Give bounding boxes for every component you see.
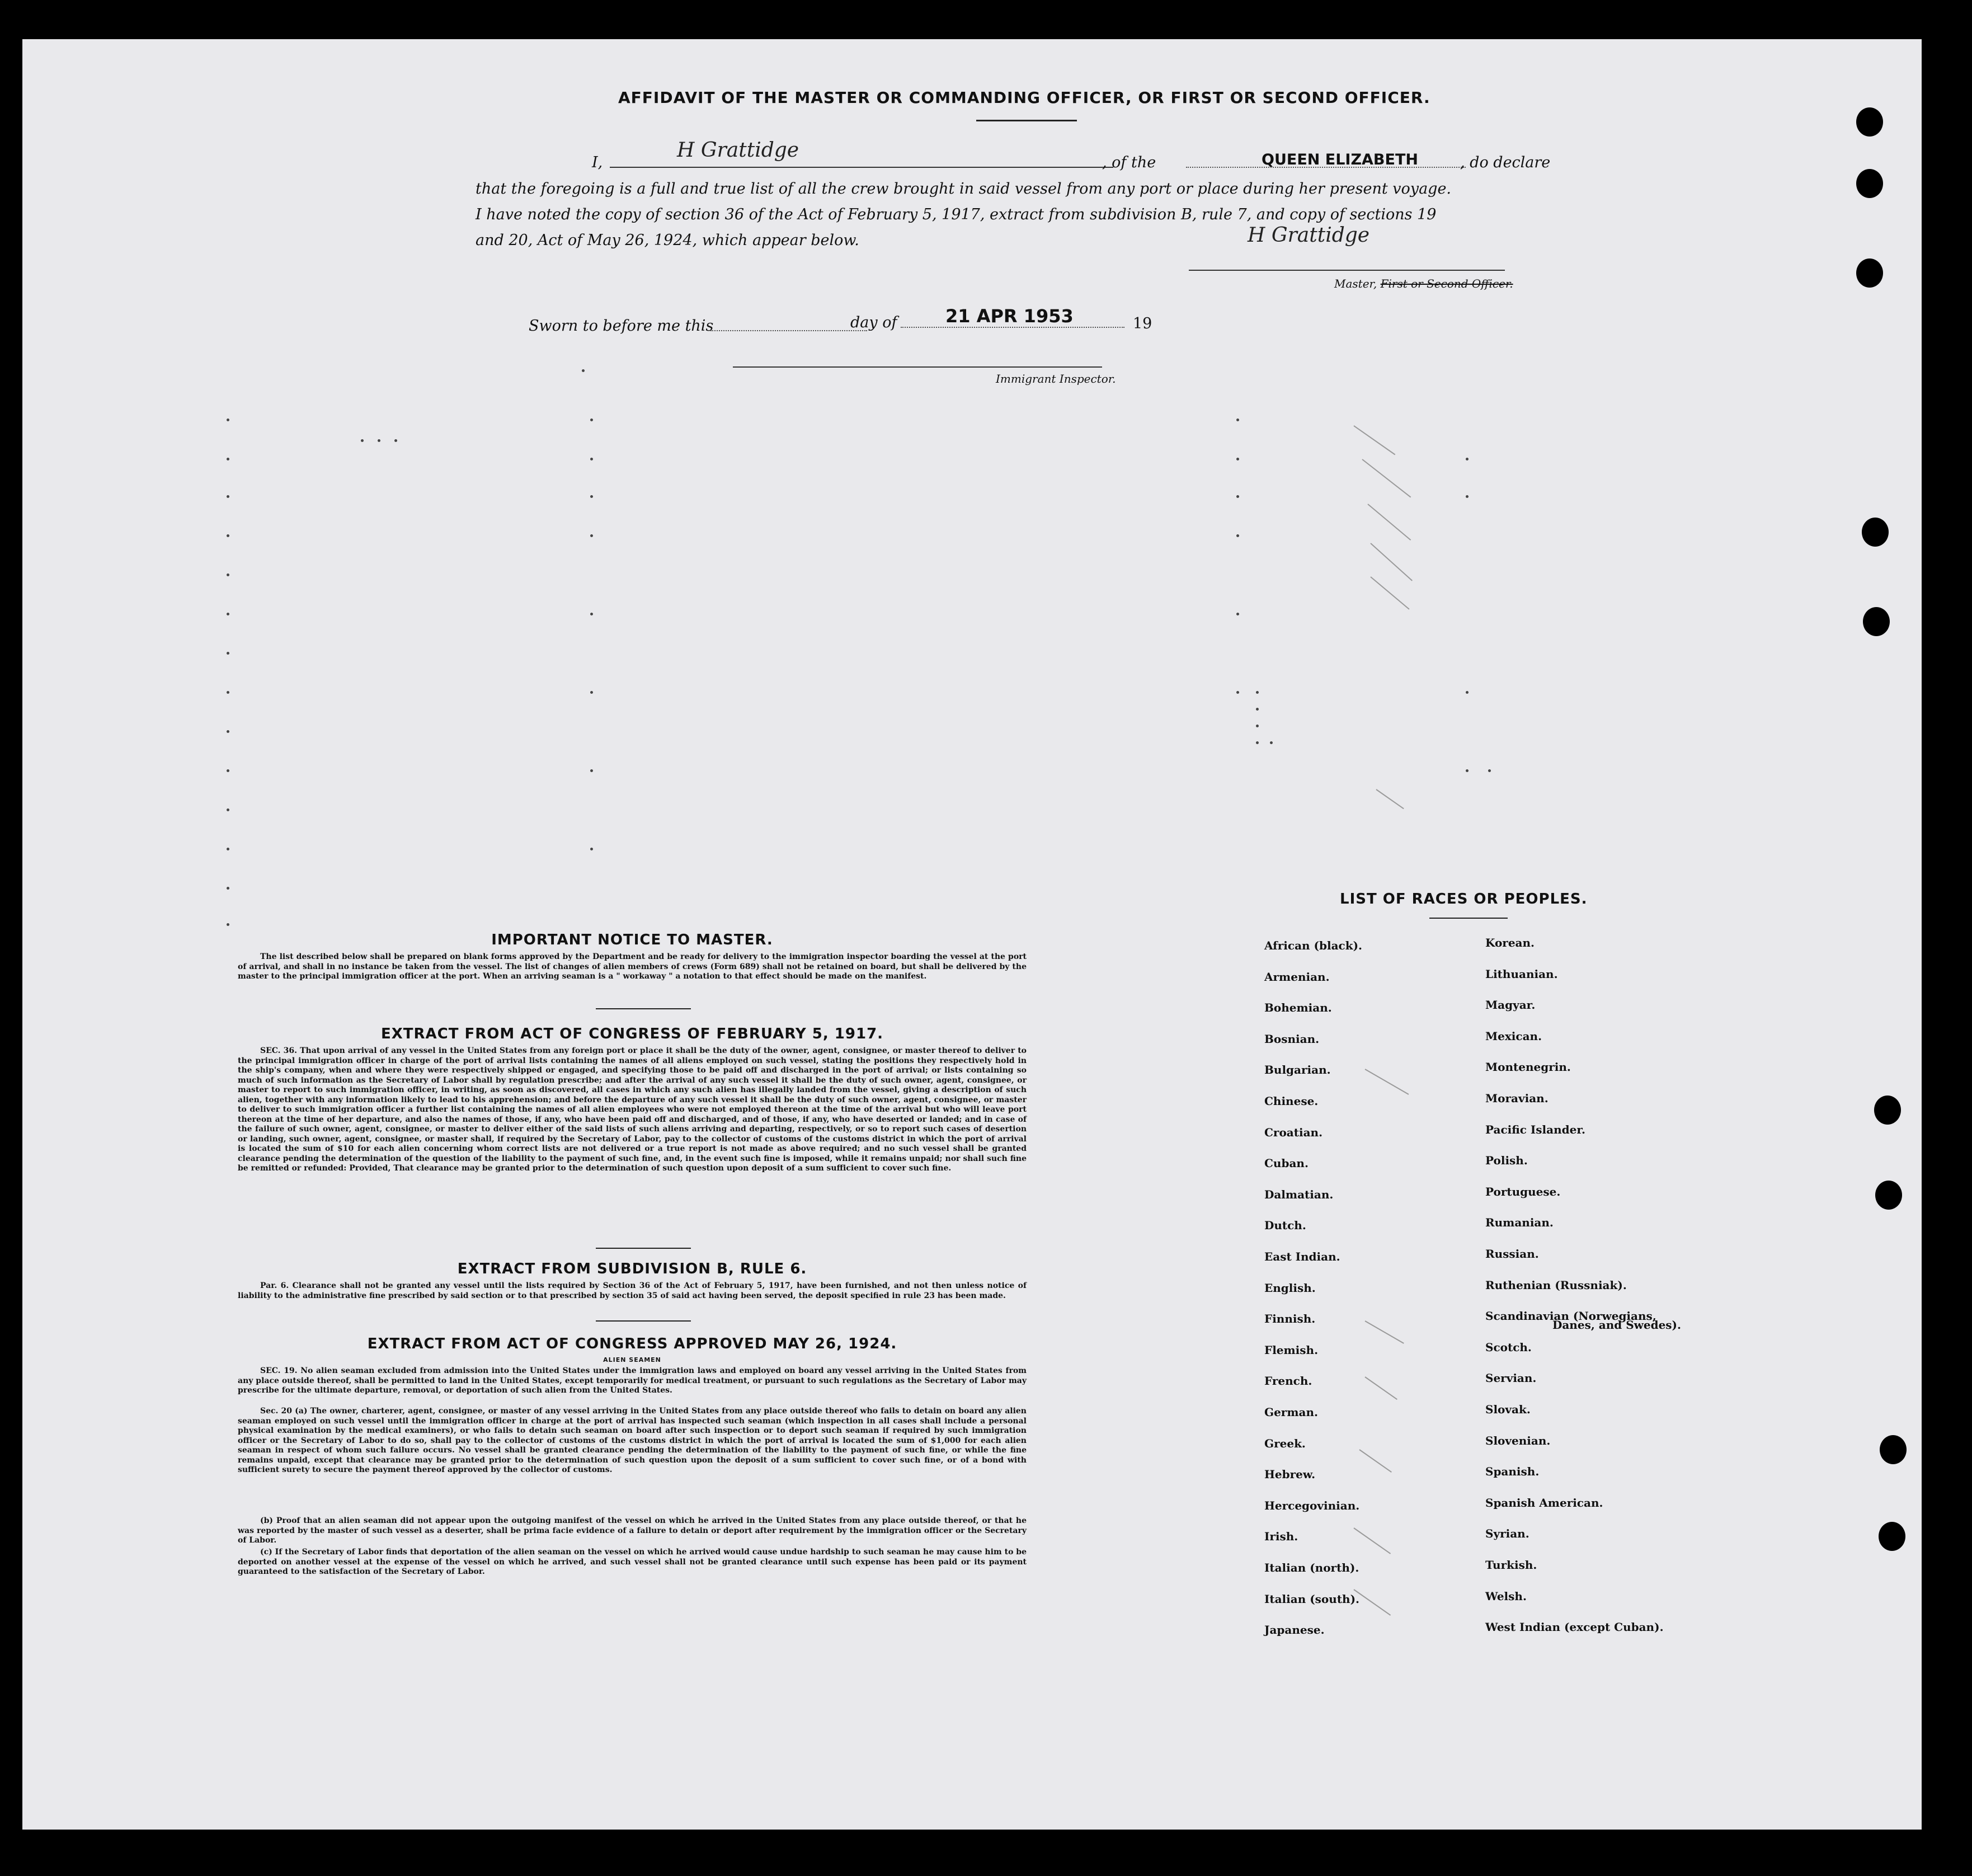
master-signature-line [1189, 270, 1505, 271]
race-left-item: Japanese. [1264, 1623, 1325, 1637]
extract-1924-sec20c: (c) If the Secretary of Labor finds that deportation of the alien seaman on the vessel on which he arrived would cause undue hardship to such seaman he may cause him to be deported on another vessel at the expense of the vessel on which he arrived, and such vessel shall not be granted clearance until such expense has been paid or its payment guaranteed to the satisfaction of the Secretary of Labor. [238, 1548, 1027, 1576]
race-right-item: Servian. [1485, 1371, 1537, 1385]
race-left-item: African (black). [1264, 939, 1363, 952]
master-caption [1334, 277, 1513, 290]
sworn-label: Sworn to before me this [529, 317, 714, 335]
inspector-signature-line [733, 366, 1102, 368]
extract-rule6-text: Par. 6. Clearance shall not be granted any vessel until the lists required by Section 36 of the Act of February 5, 1917, have been furnished, and not then unless notice of liability to the administrative fine prescribed by said section or to that prescribed by section 35 of said act having been served, the deposit specified in rule 23 has been made. [238, 1281, 1027, 1300]
race-left-item: Dutch. [1264, 1219, 1306, 1233]
extract-1924-subtitle: ALIEN SEAMEN [603, 1356, 661, 1363]
extract-1924-sec20a: Sec. 20 (a) The owner, charterer, agent, consignee, or master of any vessel arriving in the United States from any place outside thereof who fails to detain on board any alien seaman employed on such vessel until the immigration officer in charge at the port of arrival has inspected such seaman (which inspection in all cases shall include a personal physical examination by the medical examiners), or who fails to detain such seaman on board after such inspection or to deport such seaman if required by such immigration officer or the Secretary of Labor to do so, shall pay to the collector of customs of the customs district in which the port of arrival is located the sum of $1,000 for each alien seaman in respect of whom such failure occurs. No vessel shall be granted clearance pending the determination of the liability to the payment of such fine, or while the fine remains unpaid, except that clearance may be granted prior to the determination of such question upon the deposit of a sum sufficient to cover such fine, or of a bond with sufficient surety to secure the payment thereof approved by the collector of customs. [238, 1407, 1027, 1474]
race-right-item: Slovenian. [1485, 1433, 1551, 1447]
extract-1917-rule [596, 1248, 691, 1249]
declaration-line-2: that the foregoing is a full and true list of all the crew brought in said vessel from any port or place during her present voyage. [476, 180, 1452, 198]
notice-text: The list described below shall be prepared on blank forms approved by the Department and be ready for delivery to the immigration inspector boarding the vessel at the port of arrival, and shall in no instance be taken from the vessel. The list of changes of alien members of crews (Form 689) shall not be retained on board, but shall be delivered by the master to the principal immigration officer at the port. When an arriving seaman is a " workaway " a notation to that effect should be made on the manifest. [238, 952, 1027, 981]
race-right-item: Moravian. [1485, 1092, 1549, 1105]
race-right-item: Magyar. [1485, 998, 1536, 1012]
extract-1917-title: EXTRACT FROM ACT OF CONGRESS OF FEBRUARY 5, 1917. [380, 1026, 884, 1042]
extract-1917-text: SEC. 36. That upon arrival of any vessel in the United States from any foreign port or place it shall be the duty of the owner, agent, consignee, or master thereof to deliver to the principal immigration officer in charge of the port of arrival lists containing the names of all aliens employed on such vessel, stating the positions they respectively hold in the ship's company, when and where they were respectively shipped or engaged, and specifying those to be paid off and discharged in the port of arrival; or lists containing so much of such information as the Secretary of Labor shall by regulation prescribe; and after the arrival of any such vessel it shall be the duty of such owner, agent, consignee, or master to report to such immigration officer, in writing, as soon as discovered, all cases in which any such alien has illegally landed from the vessel, giving a description of such alien, together with any information likely to lead to his apprehension; and before the departure of any such vessel it shall be the duty of such owner, agent, consignee, or master to deliver to such immigration officer a further list containing the names of all alien employees who were not employed thereon at the time of the arrival but who will leave port thereon at the time of her departure, and also the names of those, if any, who have been paid off and discharged, and of those, if any, who have deserted or landed; and in case of the failure of such owner, agent, consignee, or master to deliver either of the said lists of such aliens arriving and departing, respectively, or so to report such cases of desertion or landing, such owner, agent, consignee, or master shall, if required by the Secretary of Labor, pay to the collector of customs of the customs district in which the port of arrival is located the sum of $10 for each alien concerning whom correct lists are not delivered or a true report is not made as above required; and no such vessel shall be granted clearance pending the determination of the question of the liability to the payment of such fine, and, in the event such fine is imposed, while it remains unpaid; nor shall such fine be remitted or refunded: Provided, That clearance may be granted prior to the determination of such question upon deposit of a sum sufficient to cover such fine. [238, 1046, 1027, 1173]
race-right-item: Welsh. [1485, 1589, 1527, 1603]
sworn-date-line [901, 327, 1124, 328]
race-right-item: Scandinavian (Norwegians, [1485, 1309, 1656, 1323]
race-right-item: Scotch. [1485, 1340, 1532, 1354]
day-of-label: day of [850, 314, 897, 331]
race-left-item: Croatian. [1264, 1125, 1323, 1139]
race-right-item: Ruthenian (Russniak). [1485, 1278, 1627, 1292]
race-left-item: Bulgarian. [1264, 1063, 1331, 1077]
i-label: I, [592, 154, 603, 171]
race-left-item: Bohemian. [1264, 1001, 1332, 1015]
race-left-item: Armenian. [1264, 970, 1330, 984]
officer-signature: H Grattidge [677, 139, 799, 162]
race-left-item: Dalmatian. [1264, 1187, 1334, 1201]
race-left-item: Irish. [1264, 1530, 1298, 1544]
master-caption-label: Master, [1334, 277, 1377, 290]
race-right-item: Portuguese. [1485, 1184, 1561, 1198]
declaration-line-4: and 20, Act of May 26, 1924, which appear below. [476, 232, 859, 249]
race-right-item: Russian. [1485, 1247, 1539, 1261]
race-right-item: Turkish. [1485, 1558, 1537, 1572]
do-declare-label: , do declare [1460, 154, 1551, 171]
year-prefix: 19 [1133, 315, 1152, 332]
race-right-continuation: Danes, and Swedes). [1552, 1318, 1681, 1332]
race-right-item: Mexican. [1485, 1029, 1542, 1043]
race-right-item: Montenegrin. [1485, 1060, 1571, 1074]
race-left-item: English. [1264, 1281, 1316, 1295]
races-title-rule [1429, 918, 1508, 919]
sworn-date: 21 APR 1953 [945, 305, 1074, 327]
races-title: LIST OF RACES OR PEOPLES. [1340, 891, 1588, 908]
race-right-item: Korean. [1485, 936, 1535, 949]
race-left-item: Bosnian. [1264, 1032, 1320, 1046]
extract-1924-title: EXTRACT FROM ACT OF CONGRESS APPROVED MAY 26, 1924. [367, 1336, 897, 1352]
race-right-item: Pacific Islander. [1485, 1122, 1586, 1136]
officer-name-line [610, 167, 1113, 168]
extract-rule6-title: EXTRACT FROM SUBDIVISION B, RULE 6. [457, 1261, 807, 1277]
race-left-item: French. [1264, 1374, 1312, 1388]
declaration-line-3: I have noted the copy of section 36 of the Act of February 5, 1917, extract from subdivision B, rule 7, and copy of sections 19 [476, 206, 1437, 223]
race-right-item: West Indian (except Cuban). [1485, 1620, 1664, 1634]
race-right-item: Syrian. [1485, 1527, 1529, 1541]
race-left-item: Italian (north). [1264, 1561, 1359, 1574]
race-left-item: Greek. [1264, 1436, 1306, 1450]
race-right-item: Rumanian. [1485, 1216, 1554, 1230]
inspector-caption: Immigrant Inspector. [996, 372, 1116, 385]
race-right-item: Spanish. [1485, 1465, 1540, 1479]
extract-rule6-rule [596, 1320, 691, 1322]
race-left-item: Hercegovinian. [1264, 1498, 1360, 1512]
master-caption-struck: First or Second Officer. [1380, 277, 1513, 290]
notice-rule [596, 1008, 691, 1009]
race-left-item: Chinese. [1264, 1094, 1319, 1108]
race-right-item: Slovak. [1485, 1403, 1531, 1416]
race-left-item: Flemish. [1264, 1343, 1319, 1357]
race-left-item: East Indian. [1264, 1250, 1340, 1263]
document-sheet [22, 39, 1922, 1830]
master-signature: H Grattidge [1248, 224, 1370, 247]
affidavit-title: AFFIDAVIT OF THE MASTER OR COMMANDING OFFICER, OR FIRST OR SECOND OFFICER. [618, 88, 1430, 107]
race-left-item: Finnish. [1264, 1312, 1316, 1326]
vessel-name: QUEEN ELIZABETH [1262, 151, 1418, 168]
of-the-label: , of the [1102, 154, 1156, 171]
race-right-item: Lithuanian. [1485, 967, 1558, 981]
race-left-item: Italian (south). [1264, 1592, 1360, 1606]
race-right-item: Spanish American. [1485, 1496, 1603, 1510]
extract-1924-sec20b: (b) Proof that an alien seaman did not appear upon the outgoing manifest of the vessel on which he arrived in the United States from any place outside thereof, or that he was reported by the master of such vessel as a deserter, shall be prima facie evidence of a failure to detain or deport after requirement by the immigration officer or the Secretary of Labor. [238, 1516, 1027, 1545]
race-left-item: Hebrew. [1264, 1468, 1316, 1482]
race-right-item: Polish. [1485, 1154, 1528, 1168]
race-left-item: German. [1264, 1405, 1318, 1419]
title-rule [976, 120, 1077, 121]
sworn-day-line [710, 330, 867, 331]
race-left-item: Cuban. [1264, 1156, 1309, 1170]
notice-title: IMPORTANT NOTICE TO MASTER. [491, 932, 773, 948]
extract-1924-sec19: SEC. 19. No alien seaman excluded from admission into the United States under the immigration laws and employed on board any vessel arriving in the United States from any place outside thereof, shall be permitted to land in the United States, except temporarily for medical treatment, or pursuant to such regulations as the Secretary of Labor may prescribe for the ultimate departure, removal, or deportation of such alien from the United States. [238, 1366, 1027, 1395]
